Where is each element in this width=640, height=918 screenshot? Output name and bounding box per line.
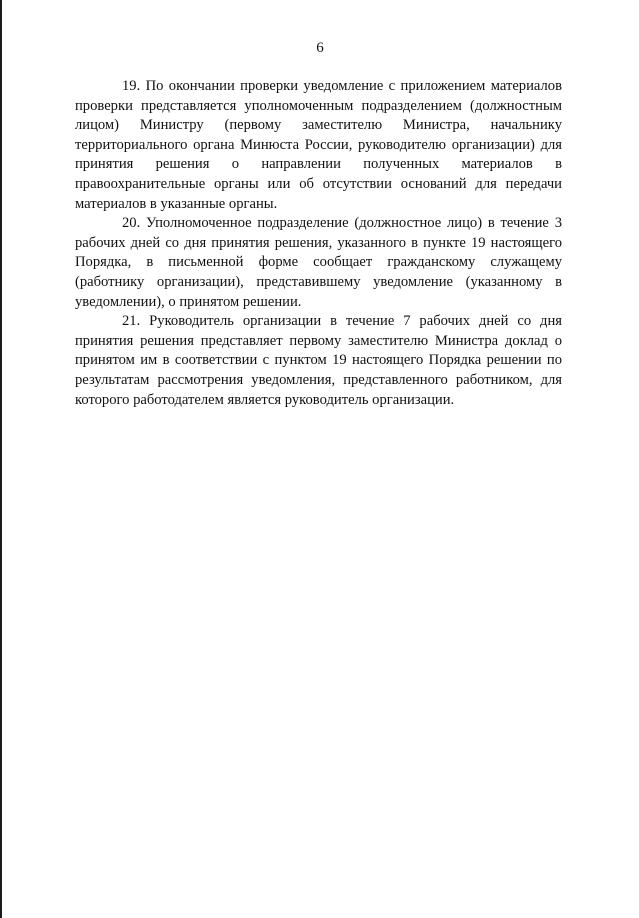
paragraph-21: 21. Руководитель организации в течение 7 рабочих дней со дня принятия решения представляет первому заместителю Министра доклад о принятом им в соответствии с пунктом 19 настоящего Порядка решении по результатам рассмотрения уведомления, представленного работником, для которого работодателем является руководитель организации. — [75, 313, 562, 408]
document-body — [75, 77, 562, 410]
paragraph-20: 20. Уполномоченное подразделение (должностное лицо) в течение 3 рабочих дней со дня принятия решения, указанного в пункте 19 настоящего Порядка, в письменной форме сообщает гражданскому служащему (работнику организации), представившему уведомление (указанному в уведомлении), о принятом решении. — [75, 215, 562, 310]
page-number: 6 — [316, 40, 324, 56]
scan-left-edge — [0, 0, 2, 918]
paragraph-19: 19. По окончании проверки уведомление с приложением материалов проверки представляется уполномоченным подразделением (должностным лицом) Министру (первому заместителю Министра, начальнику территориального органа Минюста России, руководителю организации) для принятия решения о направлении полученных материалов в правоохранительные органы или об отсутствии оснований для передачи материалов в указанные органы. — [75, 78, 562, 212]
